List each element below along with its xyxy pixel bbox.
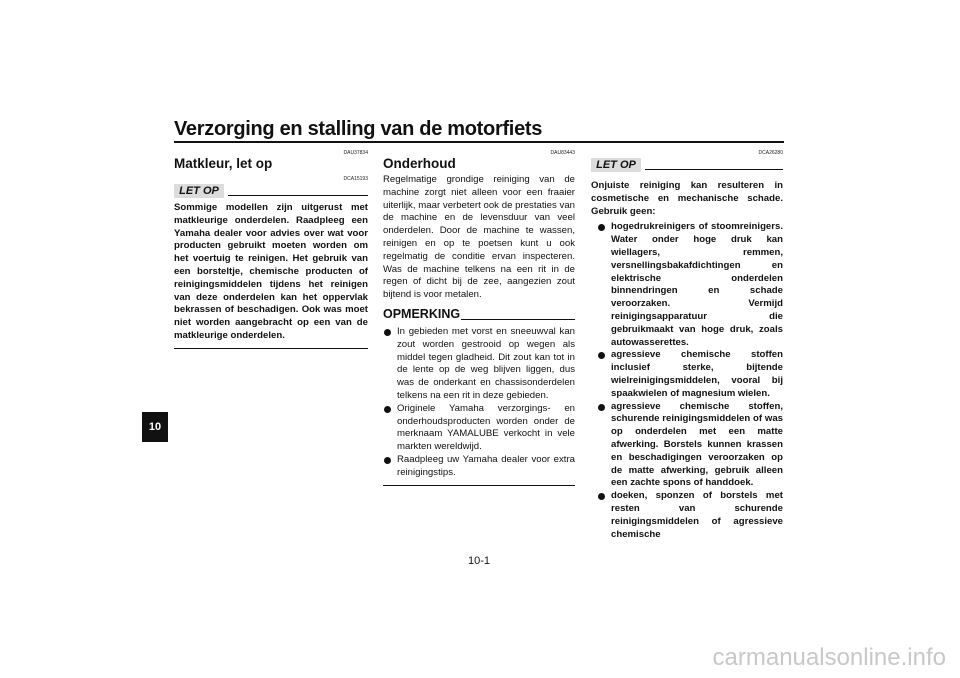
page-title: Verzorging en stalling van de motorfiets [174,118,543,140]
section-title-matkleur: Matkleur, let op [174,156,273,171]
warning-header [591,158,783,172]
note-rule [461,319,575,320]
list-item: agressieve chemische stoffen, schurende reinigingsmiddelen of was op onderdelen met een matte afwerking. Borstels kunnen krassen en beschadigingen veroorzaken op de matte afwerking, gebruik alleen een zachte spons of handdoek. [597,401,783,491]
bullet-icon [384,406,391,413]
bullet-icon [384,329,391,336]
list-item: In gebieden met vorst en sneeuwval kan zout worden gestrooid op wegen als middel tegen gladheid. Dit zout kan tot in de lente op de weg blijven liggen, dus was de onderkant en chassisonderdelen telkens na een rit in deze gebieden. [383,326,575,403]
bullet-icon [598,493,605,500]
page-number: 10-1 [468,555,491,567]
list-item: doeken, sponzen of borstels met resten van schurende reinigingsmiddelen of agressieve chemische [597,490,783,541]
warning-header [174,184,368,198]
bullet-icon [384,457,391,464]
list-item: Originele Yamaha verzorgings- en onderhoudsproducten worden onder de merknaam YAMALUBE verkocht in vele markten wereldwijd. [383,403,575,454]
note-list [383,326,575,480]
column-onderhoud [383,150,575,486]
note-end-rule [383,485,575,486]
warning-rule [645,169,783,170]
warning-end-rule [174,348,368,349]
watermark: carmanualsonline.info [712,644,946,671]
column-warning [591,150,783,541]
note-header [383,307,575,323]
bullet-icon [598,352,605,359]
warning-list [591,221,783,541]
list-item: agressieve chemische stoffen inclusief sterke, bijtende wielreinigingsmiddelen, vooral bij spaakwielen of magnesium wielen. [597,349,783,400]
onderhoud-body: Regelmatige grondige reiniging van de machine zorgt niet alleen voor een fraaier uiterlijk, maar verbetert ook de prestaties van de machine en de levensduur van veel onderdelen. Door de machine te wassen, reinigen en op te poetsen kunt u ook regelmatig de conditie ervan inspecteren. Was de machine telkens na een rit in de regen of dicht bij de zee, aangezien zout bijtend is voor metalen. [383,174,575,301]
warning-rule [228,195,368,196]
section-code: DAU37834 [343,150,368,156]
column-matkleur [174,150,368,349]
chapter-tab: 10 [142,412,168,442]
warning-badge: LET OP [174,184,224,198]
warning-badge: LET OP [591,158,641,172]
warning-code: DCA15193 [343,176,368,182]
warning-intro: Onjuiste reiniging kan resulteren in cosmetische en mechanische schade. Gebruik geen: [591,180,783,217]
section-code: DAU83443 [550,150,575,156]
title-rule [174,141,784,143]
list-item: Raadpleeg uw Yamaha dealer voor extra reinigingstips. [383,454,575,480]
note-title: OPMERKING [383,306,461,321]
warning-text: Sommige modellen zijn uitgerust met matkleurige onderdelen. Raadpleeg een Yamaha dealer voor advies over wat voor producten gebruikt moeten worden om het voertuig te reinigen. Het gebruik van een borsteltje, chemische producten of reinigingsmiddelen tijdens het reinigen van deze onderdelen kan het oppervlak bekrassen of beschadigen. Ook was moet niet worden aangebracht op een van de matkleurige onderdelen. [174,202,368,341]
section-title-onderhoud: Onderhoud [383,156,456,171]
bullet-icon [598,404,605,411]
warning-code: DCA26280 [758,150,783,156]
bullet-icon [598,224,605,231]
list-item: hogedrukreinigers of stoomreinigers. Water onder hoge druk kan wiellagers, remmen, versnellingsbakafdichtingen en elektrische onderdelen binnendringen en schade veroorzaken. Vermijd reinigingsapparatuur die gebruikmaakt van hoge druk, zoals autowasserettes. [597,221,783,349]
